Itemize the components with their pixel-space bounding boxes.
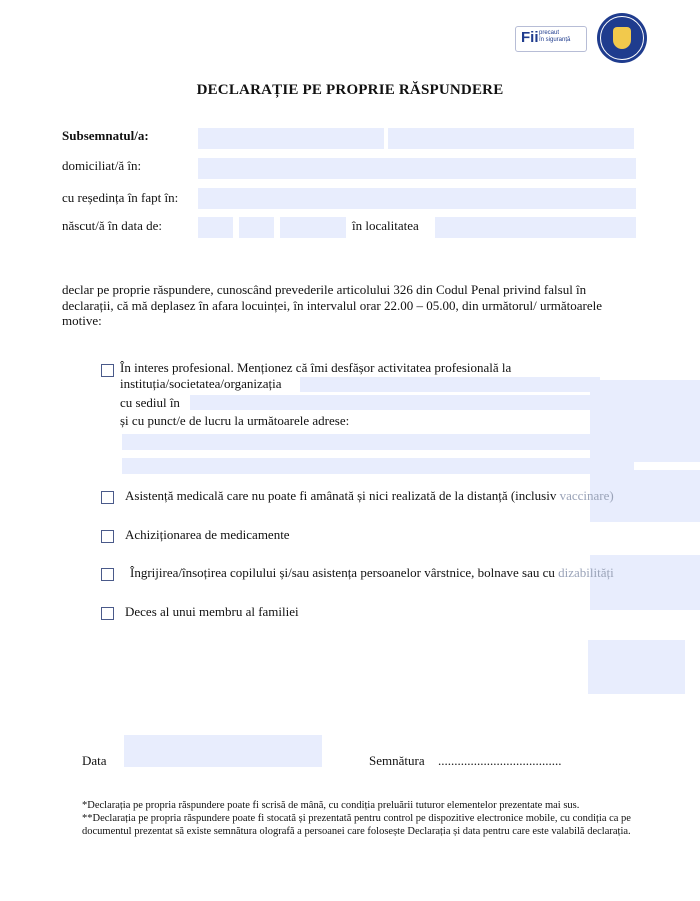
label-subsemnatul: Subsemnatul/a: — [62, 128, 149, 143]
option-profesional-line4: și cu punct/e de lucru la următoarele adrese: — [120, 413, 350, 428]
birth-month-field[interactable] — [239, 217, 274, 238]
logo-fii-text: Fii — [521, 29, 539, 46]
option-medicamente: Achiziționarea de medicamente — [125, 527, 290, 542]
name-field-last[interactable] — [388, 128, 634, 149]
option-ingrijire — [130, 565, 614, 581]
signature-line: ...................................... — [438, 753, 562, 768]
institution-field[interactable] — [300, 377, 600, 392]
date-field[interactable] — [124, 735, 322, 767]
work-address-field-2[interactable] — [122, 458, 634, 474]
checkbox-deces[interactable] — [101, 607, 114, 620]
option-profesional-line2: instituția/societatea/organizația — [120, 376, 282, 391]
option-deces: Deces al unui membru al familiei — [125, 604, 299, 619]
headquarters-field[interactable] — [190, 395, 600, 410]
side-field-block-4[interactable] — [588, 640, 685, 694]
checkbox-medical[interactable] — [101, 491, 114, 504]
checkbox-medicamente[interactable] — [101, 530, 114, 543]
logo-tagline-1: precaut — [539, 30, 560, 36]
checkbox-profesional[interactable] — [101, 364, 114, 377]
logo-tagline — [539, 30, 570, 44]
page-title: DECLARAȚIE PE PROPRIE RĂSPUNDERE — [196, 82, 504, 98]
checkbox-ingrijire[interactable] — [101, 568, 114, 581]
option-medical-fade: vaccinare) — [559, 488, 614, 503]
side-field-block-1[interactable] — [590, 380, 700, 462]
birth-locality-field[interactable] — [435, 217, 636, 238]
option-ingrijire-fade: dizabilități — [558, 565, 614, 580]
label-data: Data — [82, 753, 107, 768]
option-medical — [125, 488, 614, 504]
label-resedinta: cu reședința în fapt în: — [62, 190, 179, 205]
label-domiciliat: domiciliat/ă în: — [62, 158, 142, 173]
residence-field[interactable] — [198, 188, 636, 209]
option-profesional-line1: În interes profesional. Menționez că îmi desfășor activitatea profesională la — [120, 360, 512, 375]
name-field-first[interactable] — [198, 128, 384, 149]
domicile-field[interactable] — [198, 158, 636, 179]
option-profesional-line3: cu sediul în — [120, 395, 180, 410]
option-medical-main: Asistență medicală care nu poate fi amânată și nici realizată de la distanță (inclusiv — [125, 488, 557, 503]
footnote-1: *Declarația pe propria răspundere poate fi scrisă de mână, cu condiția preluării tuturor elementelor prezentate mai sus. — [82, 800, 580, 811]
coat-of-arms-icon — [613, 27, 631, 49]
declaration-text: declar pe proprie răspundere, cunoscând prevederile articolului 326 din Codul Penal privind falsul în declarații, că mă deplasez în afara locuinței, în intervalul orar 22.00 – 05.00, din următorul/ următoarele motive: — [62, 282, 603, 328]
option-ingrijire-main: Îngrijirea/însoțirea copilului și/sau asistența persoanelor vârstnice, bolnave sau cu — [130, 565, 555, 580]
label-localitatea: în localitatea — [352, 218, 419, 233]
footnote-2: **Declarația pe propria răspundere poate fi stocată și prezentată pentru control pe dispozitive electronice mobile, cu condiția ca pe documentul prezentat să existe semnătura olografă a persoanei care folosește Declarația și data pentru care este valabilă declarația. — [82, 813, 631, 837]
fii-precaut-logo — [515, 26, 587, 52]
birth-year-field[interactable] — [280, 217, 346, 238]
logo-tagline-2: în siguranță — [539, 37, 571, 43]
side-field-block-3[interactable] — [590, 555, 700, 610]
birth-day-field[interactable] — [198, 217, 233, 238]
work-address-field-1[interactable] — [122, 434, 634, 450]
label-semnatura: Semnătura — [369, 753, 425, 768]
label-nascut: născut/ă în data de: — [62, 218, 162, 233]
government-seal-logo — [597, 13, 647, 63]
